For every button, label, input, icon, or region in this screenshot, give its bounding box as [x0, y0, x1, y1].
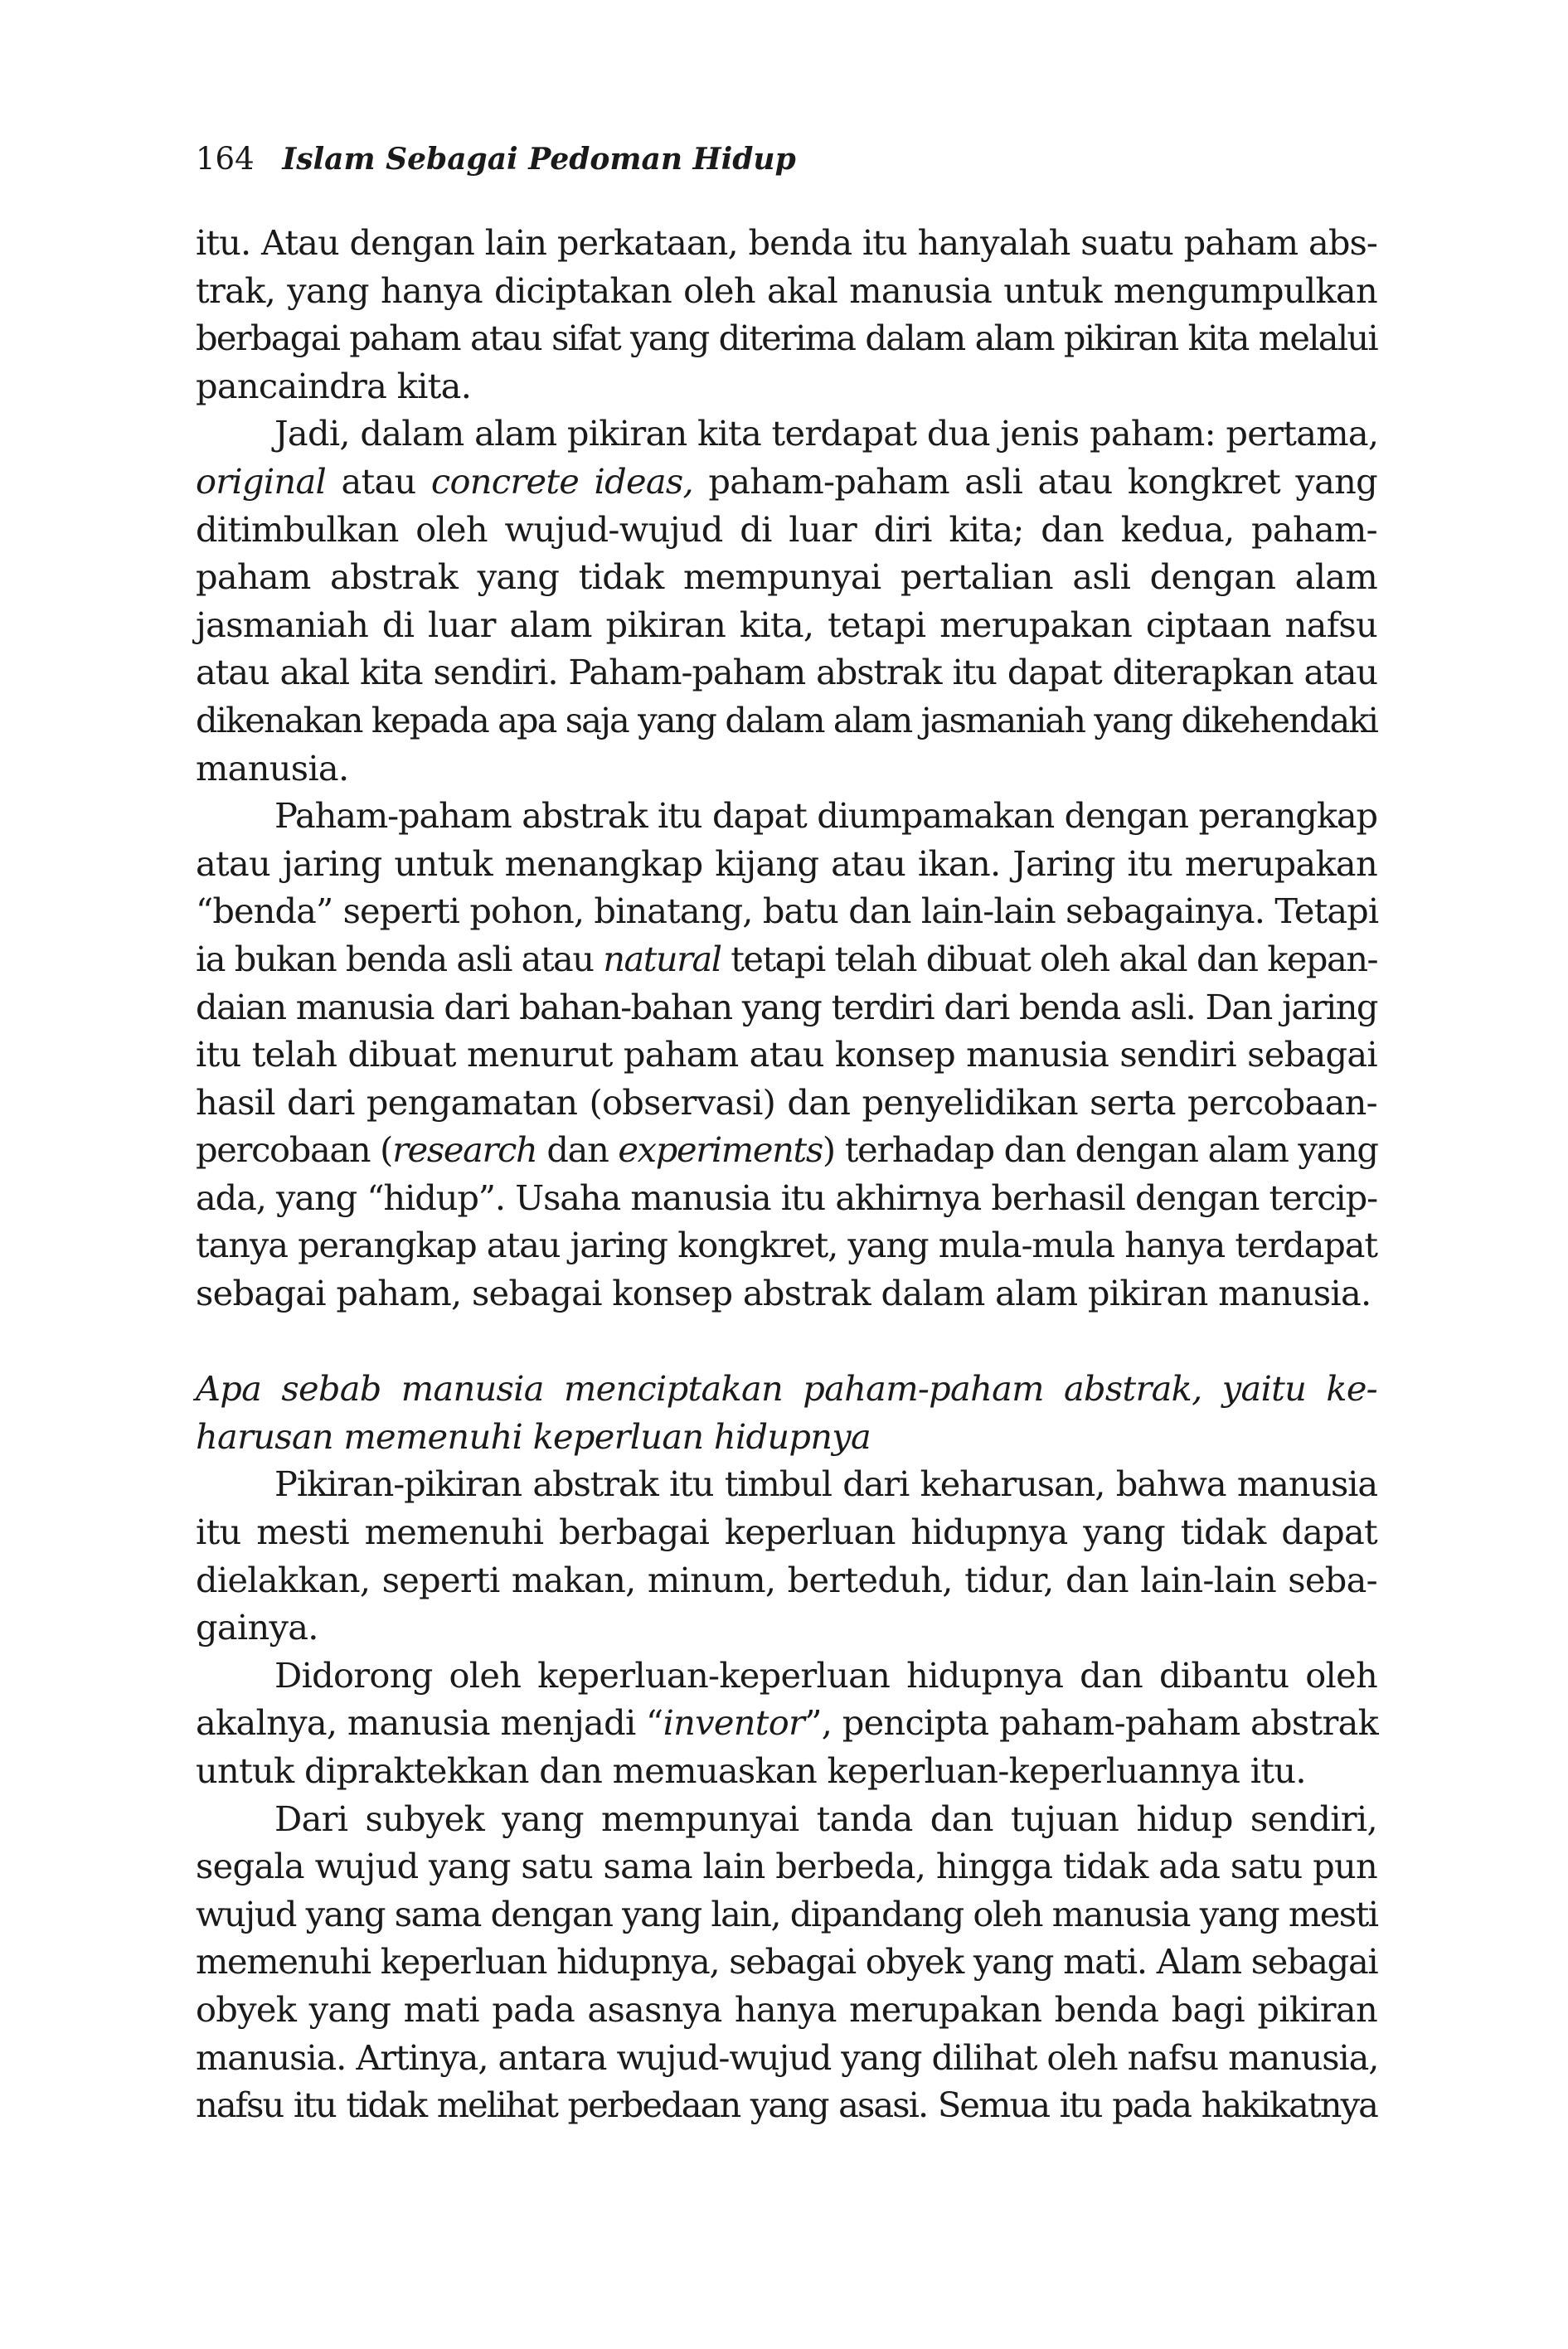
section-spacer: [196, 1318, 1377, 1366]
text-run: itu telah dibuat menurut paham atau konsep manusia sendiri sebagai: [196, 1034, 1377, 1075]
text-line: [196, 1699, 1377, 1747]
text-run: wujud yang sama dengan yang lain, dipandang oleh manusia yang mesti: [196, 1893, 1378, 1934]
text-run: dielakkan, seperti makan, minum, berteduh, tidur, dan lain-lain seba-: [196, 1559, 1377, 1600]
section-heading: [196, 1365, 1377, 1460]
text-line: [196, 1126, 1377, 1174]
text-run: sebagai paham, sebagai konsep abstrak dalam alam pikiran manusia.: [196, 1273, 1371, 1314]
text-run: manusia. Artinya, antara wujud-wujud yang dilihat oleh nafsu manusia,: [196, 2036, 1379, 2078]
text-line: [196, 935, 1377, 983]
italic-term: original: [196, 460, 327, 502]
body-text: [196, 219, 1377, 2129]
text-run: ”, pencipta paham-paham abstrak: [804, 1702, 1379, 1744]
text-run: “benda” seperti pohon, binatang, batu dan lain-lain sebagainya. Tetapi: [196, 891, 1379, 932]
text-run: atau jaring untuk menangkap kijang atau ikan. Jaring itu merupakan: [196, 842, 1377, 884]
paragraph: [196, 219, 1377, 410]
italic-term: inventor: [663, 1702, 805, 1744]
text-line: [196, 2034, 1377, 2082]
text-line: [196, 1269, 1377, 1318]
text-run: nafsu itu tidak melihat perbedaan yang asasi. Semua itu pada hakikatnya: [196, 2084, 1377, 2126]
text-run: Dari subyek yang mempunyai tanda dan tujuan hidup sendiri,: [274, 1798, 1377, 1839]
text-line: itu. Atau dengan lain perkataan, benda itu hanyalah suatu paham abs-: [196, 222, 1377, 263]
running-head: [196, 139, 796, 179]
paragraph: [196, 1652, 1377, 1795]
text-run: untuk dipraktekkan dan memuaskan keperluan-keperluannya itu.: [196, 1750, 1306, 1791]
paragraph: [196, 410, 1377, 792]
page-number: 164: [196, 141, 255, 177]
text-line: [196, 1556, 1377, 1604]
italic-term: natural: [603, 938, 721, 979]
text-line: [196, 1604, 1377, 1652]
text-run: segala wujud yang satu sama lain berbeda, hingga tidak ada satu pun: [196, 1846, 1377, 1887]
text-run: Paham-paham abstrak itu dapat diumpamakan dengan perangkap: [274, 795, 1377, 837]
text-run: ditimbulkan oleh wujud-wujud di luar diri kita; dan kedua, paham-: [196, 508, 1377, 550]
text-line: [196, 983, 1377, 1031]
text-line: [196, 1986, 1377, 2034]
text-line: [196, 1221, 1377, 1269]
heading-line: harusan memenuhi keperluan hidupnya: [196, 1415, 871, 1457]
text-run: Didorong oleh keperluan-keperluan hidupnya dan dibantu oleh: [274, 1654, 1377, 1696]
paragraph: [196, 792, 1377, 1318]
text-run: akalnya, manusia menjadi “: [196, 1702, 663, 1744]
text-line: [196, 840, 1377, 888]
paragraph: [196, 1460, 1377, 1651]
paragraph: [196, 1795, 1377, 2129]
text-run: jasmaniah di luar alam pikiran kita, tetapi merupakan ciptaan nafsu: [196, 604, 1377, 645]
text-run: Pikiran-pikiran abstrak itu timbul dari keharusan, bahwa manusia: [274, 1463, 1377, 1505]
text-line: [196, 1174, 1377, 1222]
text-line: [196, 553, 1377, 601]
text-line: [196, 458, 1377, 506]
text-line: [196, 792, 1377, 840]
text-run: dan: [536, 1129, 619, 1171]
text-run: tetapi telah dibuat oleh akal dan kepan-: [721, 938, 1377, 979]
text-run: hasil dari pengamatan (observasi) dan penyelidikan serta percobaan-: [196, 1081, 1377, 1123]
text-run: itu mesti memenuhi berbagai keperluan hidupnya yang tidak dapat: [196, 1512, 1377, 1553]
text-run: obyek yang mati pada asasnya hanya merupakan benda bagi pikiran: [196, 1988, 1377, 2030]
text-line: [196, 1938, 1377, 1986]
text-line: [196, 1890, 1377, 1939]
book-page: [196, 0, 1377, 2349]
text-run: tanya perangkap atau jaring kongkret, yang mula-mula hanya terdapat: [196, 1225, 1377, 1266]
text-line: berbagai paham atau sifat yang diterima dalam alam pikiran kita melalui: [196, 318, 1377, 359]
text-run: ia bukan benda asli atau: [196, 938, 604, 979]
text-line: [196, 745, 1377, 793]
text-run: Jadi, dalam alam pikiran kita terdapat dua jenis paham: pertama,: [274, 413, 1379, 454]
text-line: pancaindra kita.: [196, 365, 472, 406]
book-title: Islam Sebagai Pedoman Hidup: [282, 142, 796, 177]
text-run: memenuhi keperluan hidupnya, sebagai obyek yang mati. Alam sebagai: [196, 1941, 1378, 1983]
italic-term: concrete ideas,: [430, 460, 693, 502]
text-run: daian manusia dari bahan-bahan yang terdiri dari benda asli. Dan jaring: [196, 986, 1377, 1027]
text-line: [196, 1508, 1377, 1556]
text-run: ) terhadap dan dengan alam yang: [822, 1129, 1378, 1171]
text-line: [196, 1652, 1377, 1700]
text-run: dikenakan kepada apa saja yang dalam alam jasmaniah yang dikehendaki: [196, 699, 1377, 740]
text-line: [196, 2081, 1377, 2129]
text-run: atau: [326, 460, 431, 502]
text-line: [196, 410, 1377, 458]
text-run: paham-paham asli atau kongkret yang: [692, 460, 1378, 502]
text-line: [196, 1079, 1377, 1127]
italic-term: experiments: [618, 1129, 823, 1171]
text-line: [196, 696, 1377, 745]
text-line: trak, yang hanya diciptakan oleh akal manusia untuk mengumpulkan: [196, 269, 1377, 311]
text-line: [196, 1031, 1377, 1079]
text-run: atau akal kita sendiri. Paham-paham abstrak itu dapat diterapkan atau: [196, 652, 1377, 693]
text-run: gainya.: [196, 1607, 318, 1648]
text-line: [196, 1460, 1377, 1508]
text-line: [196, 506, 1377, 554]
heading-line: Apa sebab manusia menciptakan paham-paham abstrak, yaitu ke-: [196, 1368, 1377, 1410]
text-run: ada, yang “hidup”. Usaha manusia itu akhirnya berhasil dengan tercip-: [196, 1177, 1377, 1218]
text-line: [196, 1747, 1377, 1795]
text-line: [196, 1795, 1377, 1843]
text-line: [196, 648, 1377, 696]
text-run: paham abstrak yang tidak mempunyai pertalian asli dengan alam: [196, 556, 1377, 598]
text-line: [196, 887, 1377, 935]
text-run: manusia.: [196, 747, 349, 789]
text-line: [196, 601, 1377, 649]
italic-term: research: [392, 1129, 537, 1171]
text-run: percobaan (: [196, 1129, 393, 1171]
text-line: [196, 1842, 1377, 1890]
